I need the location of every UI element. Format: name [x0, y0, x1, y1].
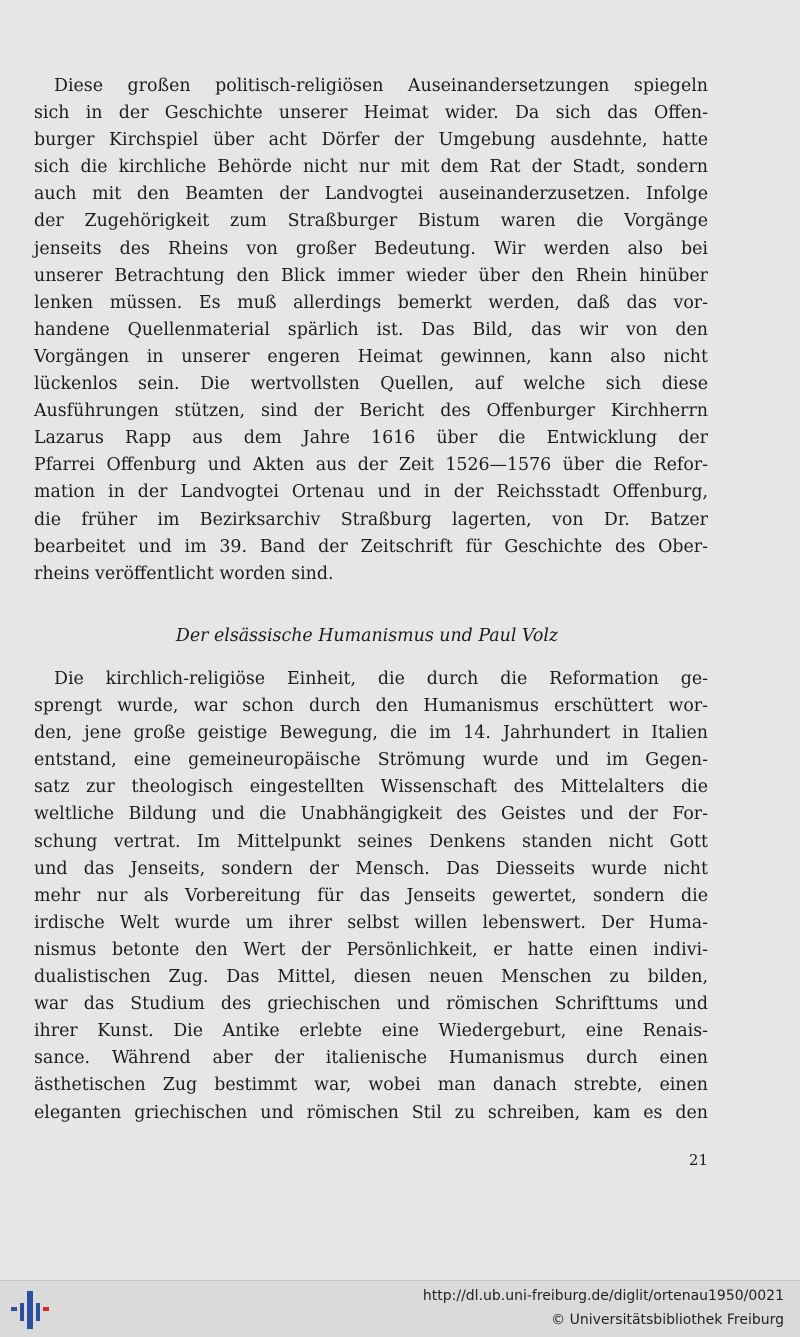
- ub-freiburg-logo-icon: [10, 1289, 50, 1331]
- page-number: 21: [688, 1151, 708, 1169]
- text-line: Ausführungen stützen, sind der Bericht des Offenburger Kirchherrn: [34, 401, 708, 422]
- text-line: mation in der Landvogtei Ortenau und in der Reichsstadt Offenburg,: [34, 482, 708, 503]
- text-line: entstand, eine gemeineuropäische Strömung wurde und im Gegen-: [34, 750, 708, 771]
- text-line: ästhetischen Zug bestimmt war, wobei man danach strebte, einen: [34, 1075, 708, 1096]
- text-line: handene Quellenmaterial spärlich ist. Das Bild, das wir von den: [34, 319, 708, 340]
- text-line: Pfarrei Offenburg und Akten aus der Zeit 1526—1576 über die Refor-: [34, 455, 708, 476]
- text-line: Vorgängen in unserer engeren Heimat gewinnen, kann also nicht: [34, 346, 708, 367]
- paragraph-reformation-sources: [34, 73, 708, 588]
- text-line: Die kirchlich-religiöse Einheit, die durch die Reformation ge-: [54, 669, 708, 689]
- text-line: weltliche Bildung und die Unabhängigkeit des Geistes und der For-: [34, 804, 708, 825]
- text-line: schung vertrat. Im Mittelpunkt seines Denkens standen nicht Gott: [34, 831, 708, 852]
- text-line: nismus betonte den Wert der Persönlichkeit, er hatte einen indivi-: [34, 939, 708, 960]
- text-line: eleganten griechischen und römischen Stil zu schreiben, kam es den: [34, 1102, 708, 1123]
- text-line: lückenlos sein. Die wertvollsten Quellen, auf welche sich diese: [34, 374, 708, 395]
- text-line: lenken müssen. Es muß allerdings bemerkt werden, daß das vor-: [34, 292, 708, 313]
- text-line: der Zugehörigkeit zum Straßburger Bistum waren die Vorgänge: [34, 211, 708, 232]
- footer-url-link[interactable]: http://dl.ub.uni-freiburg.de/diglit/ortenau1950/0021: [422, 1288, 784, 1304]
- footer-copyright: © Universitätsbibliothek Freiburg: [551, 1312, 784, 1328]
- text-line: irdische Welt wurde um ihrer selbst willen lebenswert. Der Huma-: [34, 912, 708, 933]
- text-line: war das Studium des griechischen und römischen Schrifttums und: [34, 994, 708, 1015]
- text-line: Diese großen politisch-religiösen Auseinandersetzungen spiegeln: [54, 76, 708, 96]
- text-line: dualistischen Zug. Das Mittel, diesen neuen Menschen zu bilden,: [34, 967, 708, 988]
- text-line: mehr nur als Vorbereitung für das Jenseits gewertet, sondern die: [34, 885, 708, 906]
- paragraph-humanism: [34, 666, 708, 1127]
- text-line: die früher im Bezirksarchiv Straßburg lagerten, von Dr. Batzer: [34, 509, 708, 530]
- text-line: sprengt wurde, war schon durch den Humanismus erschüttert wor-: [34, 696, 708, 717]
- text-line: auch mit den Beamten der Landvogtei auseinanderzusetzen. Infolge: [34, 184, 708, 205]
- text-line: und das Jenseits, sondern der Mensch. Das Diesseits wurde nicht: [34, 858, 708, 879]
- text-line: den, jene große geistige Bewegung, die im 14. Jahrhundert in Italien: [34, 723, 708, 744]
- section-heading: Der elsässische Humanismus und Paul Volz: [175, 626, 559, 646]
- text-line: unserer Betrachtung den Blick immer wieder über den Rhein hinüber: [34, 265, 708, 286]
- text-line: satz zur theologisch eingestellten Wissenschaft des Mittelalters die: [34, 777, 708, 798]
- text-line: Lazarus Rapp aus dem Jahre 1616 über die Entwicklung der: [34, 428, 708, 449]
- text-line: jenseits des Rheins von großer Bedeutung. Wir werden also bei: [34, 238, 708, 259]
- text-line: rheins veröffentlicht worden sind.: [34, 563, 334, 584]
- text-line: bearbeitet und im 39. Band der Zeitschrift für Geschichte des Ober-: [34, 536, 708, 557]
- text-line: sich in der Geschichte unserer Heimat wider. Da sich das Offen-: [34, 103, 708, 124]
- footer-bar: [0, 1280, 800, 1337]
- text-line: sich die kirchliche Behörde nicht nur mit dem Rat der Stadt, sondern: [34, 157, 708, 178]
- text-line: burger Kirchspiel über acht Dörfer der Umgebung ausdehnte, hatte: [34, 130, 708, 151]
- text-line: sance. Während aber der italienische Humanismus durch einen: [34, 1048, 708, 1069]
- text-line: ihrer Kunst. Die Antike erlebte eine Wiedergeburt, eine Renais-: [34, 1021, 708, 1042]
